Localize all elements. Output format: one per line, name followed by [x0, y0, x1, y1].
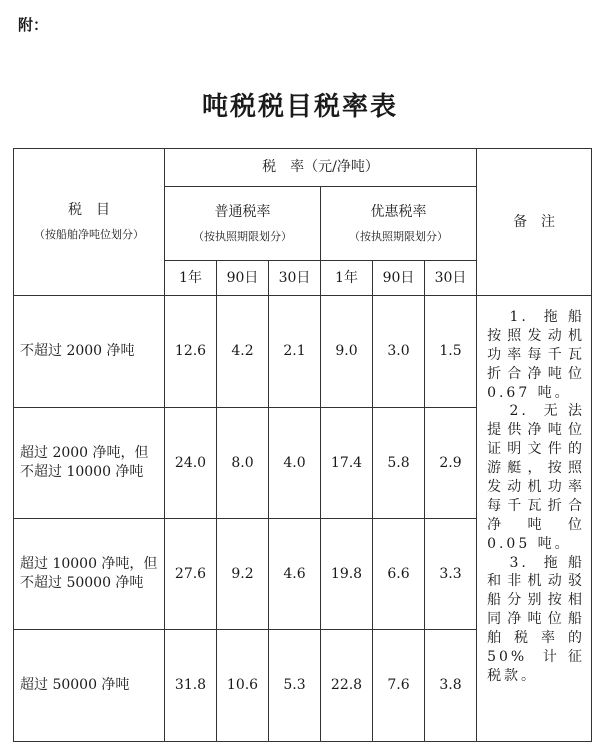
value-cell: 8.0 — [217, 408, 269, 519]
header-item-sub: （按船舶净吨位划分） — [34, 228, 144, 242]
value-cell: 22.8 — [321, 630, 373, 742]
row-item-label: 超过 50000 净吨 — [14, 630, 165, 742]
value-cell: 27.6 — [165, 519, 217, 630]
value-cell: 10.6 — [217, 630, 269, 742]
value-cell: 4.6 — [269, 519, 321, 630]
header-pref-label: 优惠税率 — [370, 203, 427, 220]
value-cell: 19.8 — [321, 519, 373, 630]
remark-3: 3. 拖船和非机动驳船分别按相同净吨位船舶税率的 50% 计征税款。 — [487, 554, 586, 684]
value-cell: 5.3 — [269, 630, 321, 742]
value-cell: 3.8 — [425, 630, 477, 742]
page-title: 吨税税目税率表 — [201, 92, 398, 122]
value-cell: 12.6 — [165, 296, 217, 408]
value-cell: 2.1 — [269, 296, 321, 408]
value-cell: 31.8 — [165, 630, 217, 742]
value-cell: 9.2 — [217, 519, 269, 630]
period-cell: 90日 — [373, 261, 425, 296]
table-row — [14, 296, 592, 408]
remark-2: 2. 无法提供净吨位证明文件的游艇，按照发动机功率每千瓦折合净吨位 0.05 吨。 — [487, 403, 586, 552]
period-cell: 30日 — [269, 261, 321, 296]
value-cell: 1.5 — [425, 296, 477, 408]
value-cell: 3.0 — [373, 296, 425, 408]
value-cell: 24.0 — [165, 408, 217, 519]
value-cell: 2.9 — [425, 408, 477, 519]
row-item-label: 不超过 2000 净吨 — [14, 296, 165, 408]
period-cell: 1年 — [321, 261, 373, 296]
value-cell: 4.0 — [269, 408, 321, 519]
header-normal-sub: （按执照期限划分） — [193, 229, 292, 243]
header-rate-label: 税 率（元/净吨） — [165, 149, 477, 187]
value-cell: 9.0 — [321, 296, 373, 408]
value-cell: 3.3 — [425, 519, 477, 630]
header-remark-label: 备 注 — [477, 149, 592, 296]
period-cell: 30日 — [425, 261, 477, 296]
tax-rate-table — [13, 148, 592, 742]
value-cell: 5.8 — [373, 408, 425, 519]
remark-cell — [477, 296, 592, 742]
value-cell: 4.2 — [217, 296, 269, 408]
period-cell: 1年 — [165, 261, 217, 296]
header-item-cell — [14, 149, 165, 296]
attachment-label: 附： — [18, 16, 49, 34]
header-normal-label: 普通税率 — [214, 203, 271, 220]
period-cell: 90日 — [217, 261, 269, 296]
header-pref-sub: （按执照期限划分） — [349, 229, 449, 243]
row-item-label: 超过 2000 净吨，但不超过 10000 净吨 — [14, 408, 165, 519]
header-pref-cell — [321, 187, 477, 261]
value-cell: 6.6 — [373, 519, 425, 630]
header-normal-cell — [165, 187, 321, 261]
value-cell: 17.4 — [321, 408, 373, 519]
remark-1: 1. 拖船按照发动机功率每千瓦折合净吨位 0.67 吨。 — [487, 309, 586, 401]
value-cell: 7.6 — [373, 630, 425, 742]
header-item-label: 税 目 — [68, 202, 110, 219]
row-item-label: 超过 10000 净吨，但不超过 50000 净吨 — [14, 519, 165, 630]
